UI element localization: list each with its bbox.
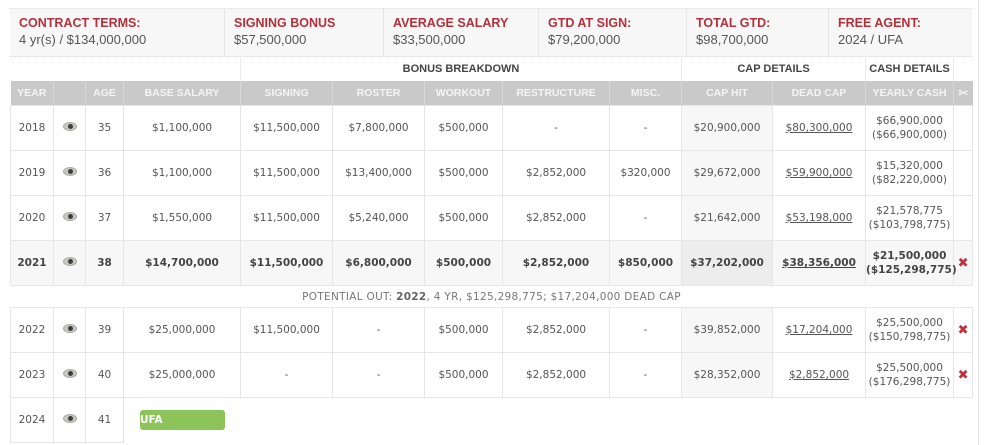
cell-base-salary: $1,550,000 <box>124 196 241 241</box>
potential-out-prefix: POTENTIAL OUT: <box>302 290 397 303</box>
view-button[interactable] <box>54 241 86 286</box>
view-button[interactable] <box>54 151 86 196</box>
view-button[interactable] <box>54 308 86 353</box>
table-row <box>11 106 973 151</box>
cell-signing: $11,500,000 <box>241 241 333 286</box>
cell-roster: - <box>333 353 425 398</box>
cell-misc: - <box>610 353 682 398</box>
summary-value: 2024 / UFA <box>838 32 904 47</box>
cell-base-salary: $25,000,000 <box>124 353 241 398</box>
cell-restructure: $2,852,000 <box>503 353 610 398</box>
cell-remove <box>954 106 973 151</box>
summary-label: CONTRACT TERMS: <box>19 16 141 30</box>
yearly-cash: $66,900,000 <box>876 115 943 127</box>
group-bonus-breakdown: BONUS BREAKDOWN <box>241 57 682 81</box>
group-blank-end <box>954 57 973 81</box>
cell-dead-cap <box>773 241 866 286</box>
cell-misc: $850,000 <box>610 241 682 286</box>
cell-workout: $500,000 <box>425 308 503 353</box>
view-button[interactable] <box>54 196 86 241</box>
summary-label: TOTAL GTD: <box>696 16 771 30</box>
eye-icon[interactable] <box>63 212 77 221</box>
table-row <box>11 196 973 241</box>
dead-cap-link[interactable]: $17,204,000 <box>785 324 853 336</box>
cell-age: 36 <box>86 151 124 196</box>
cell-restructure: $2,852,000 <box>503 151 610 196</box>
eye-icon[interactable] <box>63 122 77 131</box>
view-button[interactable] <box>54 353 86 398</box>
yearly-cash: $25,500,000 <box>876 317 943 329</box>
cell-year: 2024 <box>11 398 54 443</box>
cell-restructure: - <box>503 106 610 151</box>
col-dead-cap: DEAD CAP <box>773 81 866 106</box>
cell-age: 40 <box>86 353 124 398</box>
yearly-cash: $15,320,000 <box>876 160 943 172</box>
summary-label: GTD AT SIGN: <box>548 16 632 30</box>
free-agent-row <box>11 398 973 443</box>
ufa-badge: UFA <box>140 410 225 430</box>
cell-roster: $13,400,000 <box>333 151 425 196</box>
cell-roster: $5,240,000 <box>333 196 425 241</box>
cell-workout: $500,000 <box>425 196 503 241</box>
yearly-cash: $21,578,775 <box>876 205 943 217</box>
eye-icon[interactable] <box>63 167 77 176</box>
summary-value: $98,700,000 <box>696 32 769 47</box>
cumulative-cash: ($103,798,775) <box>868 219 951 231</box>
cell-misc: - <box>610 308 682 353</box>
cell-yearly-cash <box>866 196 954 241</box>
cell-age: 41 <box>86 398 124 443</box>
cell-workout: $500,000 <box>425 353 503 398</box>
cell-yearly-cash <box>866 241 957 286</box>
cell-restructure: $2,852,000 <box>503 308 610 353</box>
col-misc: MISC. <box>610 81 682 106</box>
eye-icon[interactable] <box>63 414 77 423</box>
cumulative-cash: ($66,900,000) <box>872 129 948 141</box>
cell-workout: $500,000 <box>425 106 503 151</box>
cell-remove <box>954 308 973 353</box>
cell-base-salary: $25,000,000 <box>124 308 241 353</box>
group-cap-details: CAP DETAILS <box>682 57 866 81</box>
cell-dead-cap <box>773 106 866 151</box>
contract-panel <box>10 8 972 443</box>
view-button[interactable] <box>54 106 86 151</box>
cell-workout: $500,000 <box>425 241 503 286</box>
col-yearly-cash: YEARLY CASH <box>866 81 954 106</box>
cell-age: 37 <box>86 196 124 241</box>
summary-label: SIGNING BONUS <box>234 16 336 30</box>
cumulative-cash: ($82,220,000) <box>872 174 948 186</box>
col-cap-hit: CAP HIT <box>682 81 773 106</box>
x-icon[interactable]: ✖ <box>957 367 969 383</box>
cell-year: 2019 <box>11 151 54 196</box>
cumulative-cash: ($125,298,775) <box>866 264 957 276</box>
summary-contract-terms <box>10 9 225 56</box>
col-year: YEAR <box>11 81 54 106</box>
summary-total-gtd <box>687 9 829 56</box>
dead-cap-link[interactable]: $53,198,000 <box>785 212 853 224</box>
potential-out-note <box>11 286 973 308</box>
cumulative-cash: ($176,298,775) <box>868 376 951 388</box>
cell-signing: $11,500,000 <box>241 196 333 241</box>
cell-yearly-cash <box>866 353 954 398</box>
cell-roster: $6,800,000 <box>333 241 425 286</box>
summary-label: FREE AGENT: <box>838 16 921 30</box>
col-workout: WORKOUT <box>425 81 503 106</box>
group-header-row <box>11 57 973 81</box>
cell-signing: - <box>241 353 333 398</box>
page-scrollbar[interactable] <box>978 0 989 445</box>
dead-cap-link[interactable]: $80,300,000 <box>785 122 853 134</box>
cell-misc: - <box>610 106 682 151</box>
x-icon[interactable]: ✖ <box>957 255 969 271</box>
cell-misc: - <box>610 196 682 241</box>
col-age: AGE <box>86 81 124 106</box>
summary-average-salary <box>384 9 539 56</box>
summary-value: 4 yr(s) / $134,000,000 <box>19 32 147 47</box>
contract-summary <box>10 8 972 57</box>
cell-restructure: $2,852,000 <box>503 241 610 286</box>
cell-remove <box>954 196 973 241</box>
group-blank <box>11 57 241 81</box>
view-button[interactable] <box>54 398 86 443</box>
potential-out-year: 2022 <box>396 290 427 303</box>
cell-yearly-cash <box>866 151 954 196</box>
cell-yearly-cash <box>866 308 954 353</box>
col-base-salary: BASE SALARY <box>124 81 241 106</box>
potential-out-row <box>11 286 973 308</box>
cell-cap-hit: $21,642,000 <box>682 196 773 241</box>
cell-misc: $320,000 <box>610 151 682 196</box>
dead-cap-link[interactable]: $2,852,000 <box>788 369 850 381</box>
summary-value: $57,500,000 <box>234 32 307 47</box>
cell-remove <box>954 241 973 286</box>
eye-icon[interactable] <box>63 369 77 378</box>
cell-roster: - <box>333 308 425 353</box>
cell-cap-hit: $37,202,000 <box>682 241 773 286</box>
cell-dead-cap <box>773 353 866 398</box>
scissors-icon[interactable]: ✂ <box>954 81 973 106</box>
potential-out-details: , 4 YR, $125,298,775; $17,204,000 DEAD CAP <box>426 290 681 303</box>
summary-free-agent <box>829 9 972 56</box>
cell-signing: $11,500,000 <box>241 106 333 151</box>
column-header-row <box>11 81 973 106</box>
col-roster: ROSTER <box>333 81 425 106</box>
col-signing: SIGNING <box>241 81 333 106</box>
cell-age: 39 <box>86 308 124 353</box>
cell-cap-hit: $39,852,000 <box>682 308 773 353</box>
dead-cap-link[interactable]: $38,356,000 <box>782 257 856 269</box>
cell-base-salary: $1,100,000 <box>124 151 241 196</box>
yearly-cash: $21,500,000 <box>872 250 947 262</box>
cumulative-cash: ($150,798,775) <box>868 331 951 343</box>
col-restructure: RESTRUCTURE <box>503 81 610 106</box>
summary-value: $79,200,000 <box>548 32 621 47</box>
yearly-cash: $25,500,000 <box>876 362 943 374</box>
cell-base-salary: $1,100,000 <box>124 106 241 151</box>
cell-year: 2018 <box>11 106 54 151</box>
cell-cap-hit: $28,352,000 <box>682 353 773 398</box>
table-row <box>11 353 973 398</box>
cell-year: 2020 <box>11 196 54 241</box>
cell-signing: $11,500,000 <box>241 151 333 196</box>
cell-remove <box>954 151 973 196</box>
cell-dead-cap <box>773 151 866 196</box>
cell-cap-hit: $20,900,000 <box>682 106 773 151</box>
cell-age: 35 <box>86 106 124 151</box>
cell-age: 38 <box>86 241 124 286</box>
cell-year: 2023 <box>11 353 54 398</box>
eye-icon[interactable] <box>63 257 77 266</box>
cell-dead-cap <box>773 196 866 241</box>
cell-yearly-cash <box>866 106 954 151</box>
cell-cap-hit: $29,672,000 <box>682 151 773 196</box>
eye-icon[interactable] <box>63 324 77 333</box>
ufa-cell <box>124 398 973 443</box>
cell-workout: $500,000 <box>425 151 503 196</box>
table-row-highlighted <box>11 241 973 286</box>
cell-roster: $7,800,000 <box>333 106 425 151</box>
cell-base-salary: $14,700,000 <box>124 241 241 286</box>
cell-restructure: $2,852,000 <box>503 196 610 241</box>
summary-value: $33,500,000 <box>393 32 466 47</box>
summary-label: AVERAGE SALARY <box>393 16 509 30</box>
summary-gtd-at-sign <box>539 9 687 56</box>
cell-signing: $11,500,000 <box>241 308 333 353</box>
contract-table <box>10 57 973 443</box>
table-row <box>11 151 973 196</box>
x-icon[interactable]: ✖ <box>957 322 969 338</box>
cell-year: 2022 <box>11 308 54 353</box>
group-cash-details: CASH DETAILS <box>866 57 954 81</box>
dead-cap-link[interactable]: $59,900,000 <box>785 167 853 179</box>
cell-dead-cap <box>773 308 866 353</box>
table-row <box>11 308 973 353</box>
cell-remove <box>954 353 973 398</box>
summary-signing-bonus <box>225 9 384 56</box>
col-view <box>54 81 86 106</box>
cell-year: 2021 <box>11 241 54 286</box>
